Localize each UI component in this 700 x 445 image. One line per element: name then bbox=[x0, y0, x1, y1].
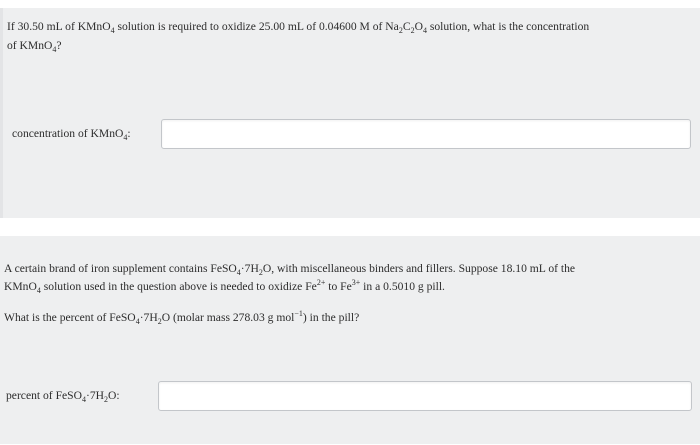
card-edge bbox=[0, 8, 3, 218]
question-2-card bbox=[0, 236, 700, 444]
concentration-input[interactable] bbox=[161, 119, 691, 149]
question-1-line-1: If 30.50 mL of KMnO$_4$ solution is required to oxidize 25.00 mL of 0.04600 M of $Na_2C_2O_4$ solution, what is the concentration bbox=[7, 20, 590, 35]
percent-input[interactable] bbox=[158, 381, 692, 411]
question-2-line-3: What is the percent of $FeSO_4\cdot 7H_2O$ (molar mass 278.03 g mol$^{-1}$) in the pill? bbox=[4, 309, 360, 326]
percent-label: percent of $FeSO_4\cdot 7H_2O$: bbox=[6, 389, 120, 404]
question-2-line-2: KMnO$_4$ solution used in the question above is needed to oxidize $Fe^{2+}$ to $Fe^{3+}$ in a 0.5010 g pill. bbox=[4, 278, 445, 295]
question-1-card bbox=[0, 8, 700, 218]
question-1-line-2: of KMnO$_4$? bbox=[7, 39, 62, 54]
question-2-line-1: A certain brand of iron supplement contains $FeSO_4\cdot 7H_2O$, with miscellaneous binders and fillers. Suppose 18.10 mL of the bbox=[4, 262, 576, 277]
concentration-label: concentration of KMnO$_4$: bbox=[12, 127, 131, 142]
